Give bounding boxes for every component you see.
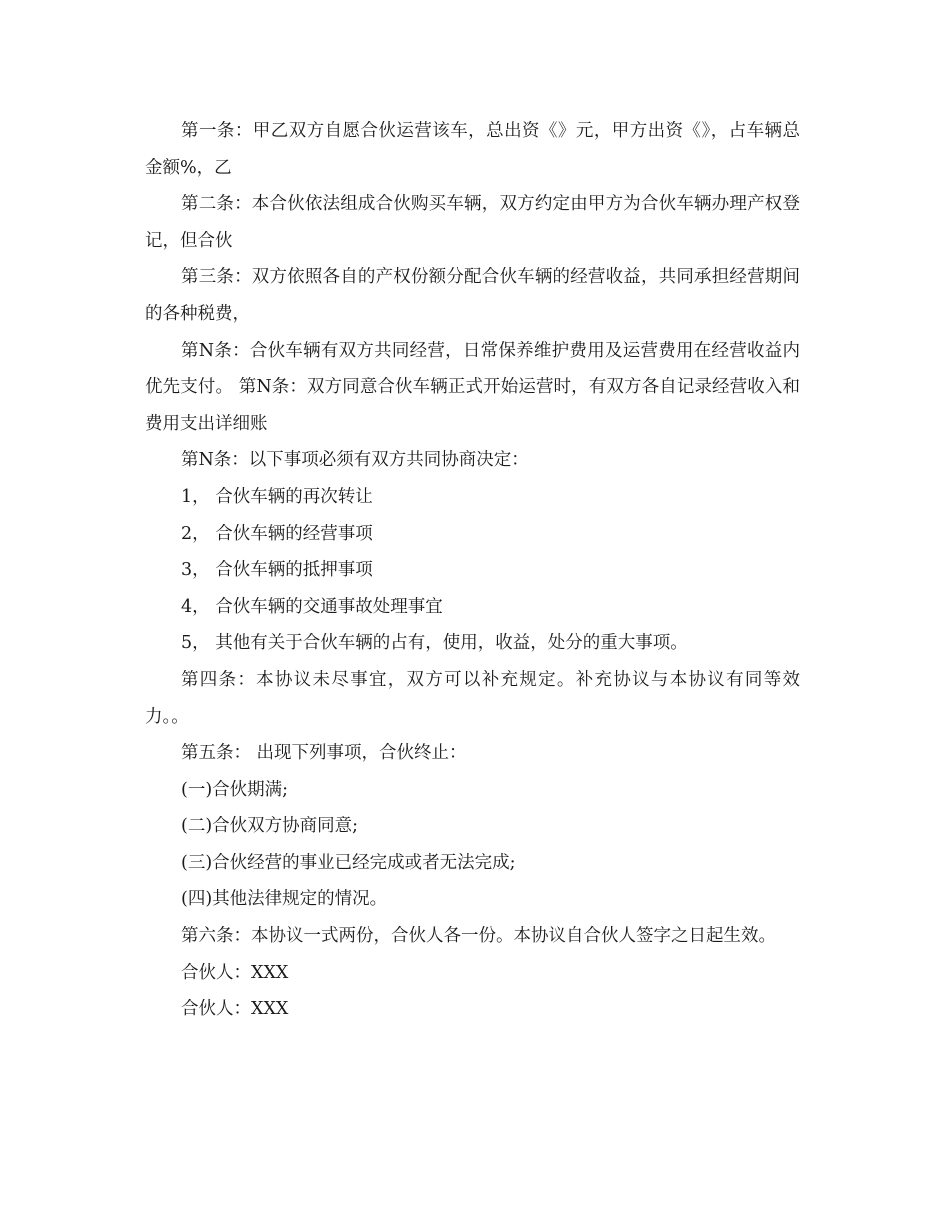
article-2: 第二条：本合伙依法组成合伙购买车辆，双方约定由甲方为合伙车辆办理产权登记，但合伙 xyxy=(145,194,800,251)
article-3: 第三条：双方依照各自的产权份额分配合伙车辆的经营收益，共同承担经营期间的各种税费， xyxy=(145,267,800,324)
matter-1: 1， 合伙车辆的再次转让 xyxy=(181,486,373,507)
termination-3: (三)合伙经营的事业已经完成或者无法完成; xyxy=(181,852,516,873)
signature-partner-2: 合伙人：XXX xyxy=(181,999,289,1020)
article-6: 第六条：本协议一式两份，合伙人各一份。本协议自合伙人签字之日起生效。 xyxy=(181,926,776,947)
signature-partner-1: 合伙人：XXX xyxy=(181,962,289,983)
termination-1: (一)合伙期满; xyxy=(181,779,289,800)
document-body xyxy=(145,113,800,1028)
matter-4: 4， 合伙车辆的交通事故处理事宜 xyxy=(181,596,443,617)
termination-2: (二)合伙双方协商同意; xyxy=(181,816,359,837)
termination-4: (四)其他法律规定的情况。 xyxy=(181,889,388,910)
article-n-2: 第N条：以下事项必须有双方共同协商决定： xyxy=(181,450,529,471)
article-4: 第四条：本协议未尽事宜，双方可以补充规定。补充协议与本协议有同等效力。。 xyxy=(145,669,800,727)
matter-3: 3， 合伙车辆的抵押事项 xyxy=(181,560,373,581)
article-5: 第五条： 出现下列事项，合伙终止： xyxy=(181,743,467,764)
matter-5: 5， 其他有关于合伙车辆的占有，使用，收益，处分的重大事项。 xyxy=(181,633,688,654)
article-n-1: 第N条：合伙车辆有双方共同经营，日常保养维护费用及运营费用在经营收益内优先支付。 第N条：双方同意合伙车辆正式开始运营时，有双方各自记录经营收入和费用支出详细账 xyxy=(145,340,800,434)
article-1: 第一条：甲乙双方自愿合伙运营该车，总出资《》元，甲方出资《》，占车辆总金额%，乙 xyxy=(145,121,800,178)
matter-2: 2， 合伙车辆的经营事项 xyxy=(181,523,373,544)
